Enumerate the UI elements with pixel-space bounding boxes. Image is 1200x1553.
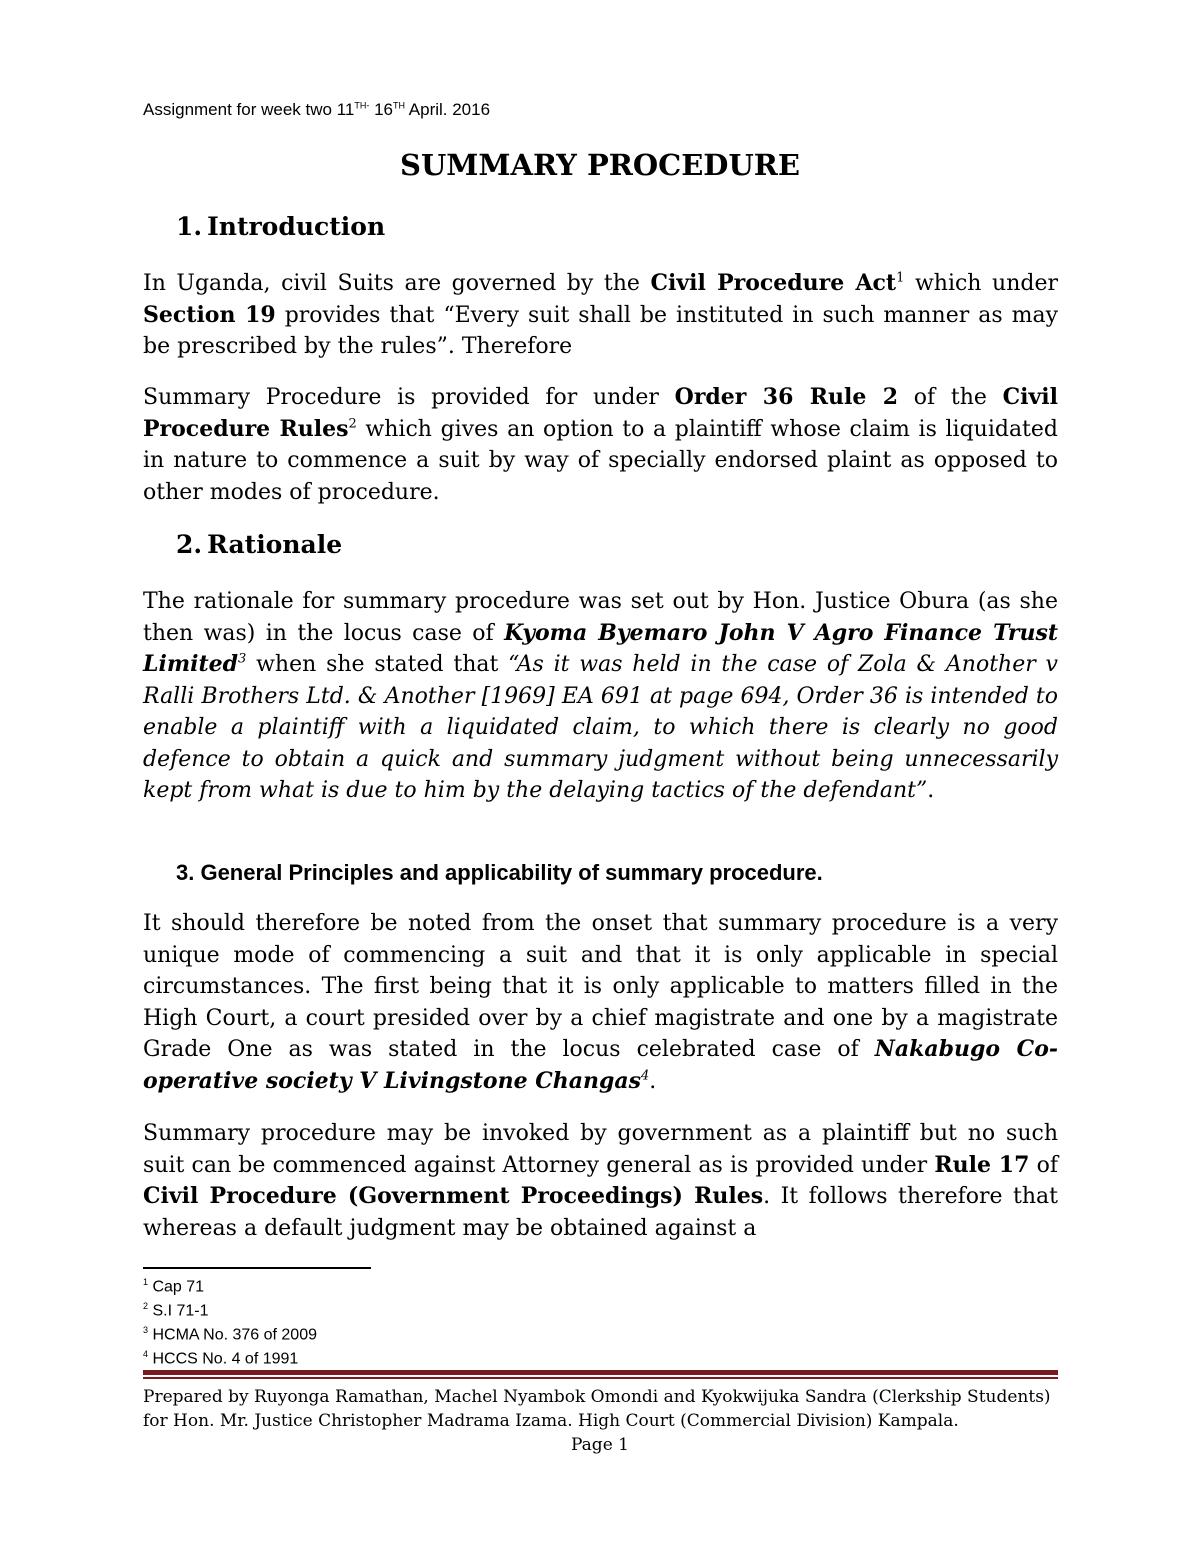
footer-rule-thick	[143, 1370, 1058, 1375]
footnote-4: $^4$ HCCS No. 4 of 1991	[143, 1349, 299, 1368]
footnote-3: $^3$ HCMA No. 376 of 2009	[143, 1325, 317, 1344]
footnote-2: $^2$ S.I 71-1	[143, 1301, 209, 1320]
footer-rule-thin	[143, 1377, 1058, 1379]
paragraph-introduction: In Uganda, civil Suits are governed by the Civil Procedure Act$^1$ which under Section 19 provides that “Every suit shall be instituted in such manner as may be prescribed by the rules”. Therefore	[143, 270, 1058, 359]
section-heading-introduction: 1. Introduction	[176, 212, 386, 241]
footnote-separator	[143, 1267, 371, 1269]
section-heading-rationale: 2. Rationale	[176, 530, 343, 559]
section-heading-principles: 3. General Principles and applicability of summary procedure.	[176, 860, 823, 885]
paragraph-rationale: The rationale for summary procedure was set out by Hon. Justice Obura (as she then was) in the locus case of Kyoma Byemaro John V Agro Finance Trust Limited$^3$ when she stated that “As it was held in the case of Zola & Another v Ralli Brothers Ltd. & Another [1969] EA 691 at page 694, Order 36 is intended to enable a plaintiff with a liquidated claim, to which there is clearly no good defence to obtain a quick and summary judgment without being unnecessarily kept from what is due to him by the delaying tactics of the defendant”.	[143, 589, 1058, 803]
paragraph-order-36: Summary Procedure is provided for under Order 36 Rule 2 of the Civil Procedure Rules$^2$ which gives an option to a plaintiff whose claim is liquidated in nature to commence a suit by way of specially endorsed plaint as opposed to other modes of procedure.	[143, 384, 1059, 505]
footer-credits: Prepared by Ruyonga Ramathan, Machel Nyambok Omondi and Kyokwijuka Sandra (Clerkship Students) for Hon. Mr. Justice Christopher Madrama Izama. High Court (Commercial Division) Kampala.	[143, 1387, 1051, 1431]
footnote-1: $^1$ Cap 71	[143, 1277, 205, 1296]
document-title: SUMMARY PROCEDURE	[400, 148, 800, 182]
page-number: Page 1	[571, 1435, 629, 1455]
paragraph-principles: It should therefore be noted from the onset that summary procedure is a very unique mode of commencing a suit and that it is only applicable in special circumstances. The first being that it is only applicable to matters filled in the High Court, a court presided over by a chief magistrate and one by a magistrate Grade One as was stated in the locus celebrated case of Nakabugo Co-operative society V Livingstone Changas$^4$.	[143, 911, 1058, 1094]
paragraph-government: Summary procedure may be invoked by government as a plaintiff but no such suit can be commenced against Attorney general as is provided under Rule 17 of Civil Procedure (Government Proceedings) Rules. It follows therefore that whereas a default judgment may be obtained against a	[143, 1121, 1058, 1241]
page-header: Assignment for week two $11^{TH-}$ 16TH April. 2016	[143, 100, 491, 119]
